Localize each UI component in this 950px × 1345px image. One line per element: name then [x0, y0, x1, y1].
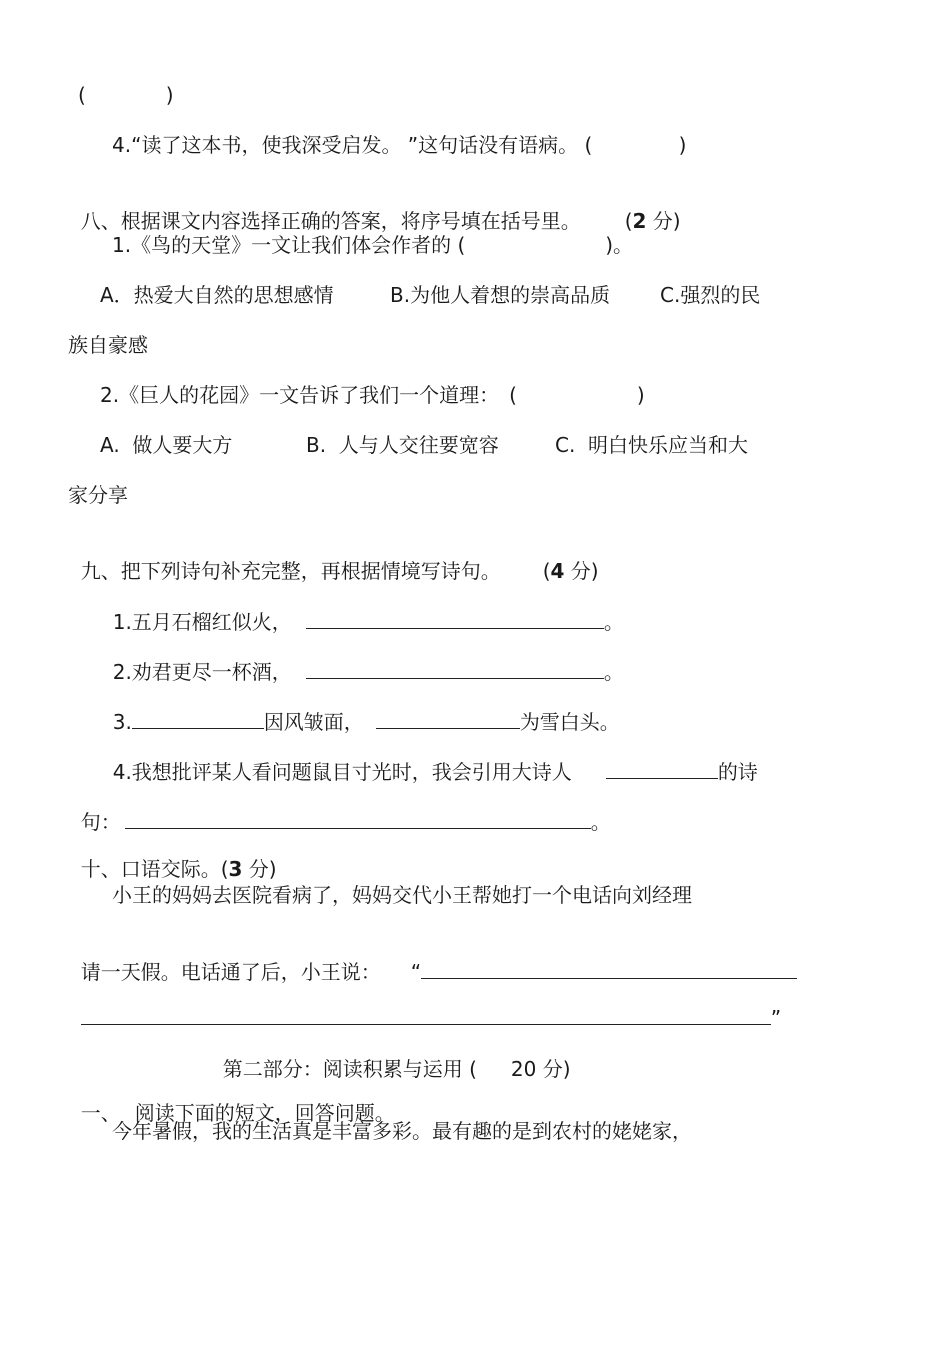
section-8-q1-option-c-cont: 族自豪感: [68, 333, 148, 357]
part-2-title: 第二部分：阅读积累与运用 (: [222, 1057, 477, 1081]
poem-line-1-blank[interactable]: [306, 608, 604, 629]
section-9-score-close: 分): [564, 559, 599, 583]
poem-line-3-prefix: 3.: [112, 710, 132, 734]
poem-line-4-cont-text: 句：: [80, 810, 121, 834]
part-2-score-close: 分): [536, 1057, 571, 1081]
section-9-score-num: 4: [550, 559, 565, 583]
poem-line-4-cont: [68, 782, 611, 835]
section-10-score-close: 分): [242, 857, 277, 881]
section-8-title: 八、根据课文内容选择正确的答案，将序号填在括号里。: [80, 209, 581, 233]
section-8-q2-option-b: B. 人与人交往要宽容: [306, 433, 499, 457]
section-9-score-open: (: [542, 559, 551, 583]
section-8-heading: [68, 182, 681, 234]
reading-1-title: 阅读下面的短文，回答问题。: [134, 1101, 395, 1125]
poem-line-3-blank-2[interactable]: [376, 708, 520, 729]
section-8-score-open: (: [624, 209, 633, 233]
section-8-q1-option-a: A．热爱大自然的思想感情: [100, 283, 334, 307]
section-10-paragraph-1: 小王的妈妈去医院看病了，妈妈交代小王帮她打一个电话向刘经理: [112, 883, 692, 907]
poem-line-2-text: 2.劝君更尽一杯酒，: [112, 660, 292, 684]
poem-line-3-middle: 因风皱面，: [263, 710, 364, 734]
section-10-paragraph-2-text: 请一天假。电话通了后，小王说：: [80, 960, 381, 984]
section-10-paragraph-3: [68, 978, 781, 1031]
open-quote: “: [410, 960, 422, 984]
section-8-score-close: 分): [646, 209, 681, 233]
poem-line-3: [100, 682, 620, 735]
question-7-4: 4.“读了这本书，使我深受启发。 ”这句话没有语病。 ( ): [112, 133, 687, 157]
section-8-q1-option-b: B.为他人着想的崇高品质: [390, 283, 611, 307]
section-8-q2-option-c-cont: 家分享: [68, 483, 128, 507]
top-bracket: ( ): [78, 83, 174, 107]
section-8-question-1: 1.《鸟的天堂》一文让我们体会作者的 ( )。: [112, 233, 634, 257]
poem-line-3-blank-1[interactable]: [132, 708, 264, 729]
phone-speech-blank-1[interactable]: [421, 958, 797, 979]
section-10-score-num: 3: [228, 857, 243, 881]
poem-line-3-end: 为雪白头。: [519, 710, 620, 734]
part-2-score: 20: [510, 1057, 537, 1081]
poem-line-4-verse-blank[interactable]: [125, 808, 591, 829]
poem-line-4-end: 的诗: [717, 760, 758, 784]
poem-line-1: [100, 582, 624, 635]
section-9-title: 九、把下列诗句补充完整，再根据情境写诗句。: [80, 559, 501, 583]
section-10-heading: [68, 830, 277, 882]
phone-speech-blank-2[interactable]: [81, 1004, 771, 1025]
section-10-title: 十、口语交际。: [80, 857, 221, 881]
reading-1-number: 一、: [80, 1101, 121, 1125]
reading-1-paragraph-1: 今年暑假，我的生活真是丰富多彩。最有趣的是到农村的姥姥家，: [112, 1119, 692, 1143]
poem-line-2-period: 。: [603, 660, 624, 684]
poem-line-4-period: 。: [590, 810, 611, 834]
poem-line-2-blank[interactable]: [306, 658, 604, 679]
poem-line-1-text: 1.五月石榴红似火，: [112, 610, 292, 634]
poem-line-4-text: 4.我想批评某人看问题鼠目寸光时，我会引用大诗人: [112, 760, 572, 784]
poem-line-4-poet-blank[interactable]: [606, 758, 718, 779]
poem-line-4: [100, 732, 758, 785]
section-8-score-num: 2: [632, 209, 647, 233]
section-8-q1-option-c: C.强烈的民: [660, 283, 761, 307]
close-quote: ”: [770, 1006, 782, 1030]
poem-line-2: [100, 632, 624, 685]
section-8-q2-option-a: A. 做人要大方: [100, 433, 233, 457]
section-8-question-2: 2.《巨人的花园》一文告诉了我们一个道理： ( ): [100, 383, 645, 407]
section-8-q2-option-c: C. 明白快乐应当和大: [555, 433, 749, 457]
section-10-score-open: (: [220, 857, 229, 881]
section-9-heading: [68, 532, 599, 584]
poem-line-1-period: 。: [603, 610, 624, 634]
